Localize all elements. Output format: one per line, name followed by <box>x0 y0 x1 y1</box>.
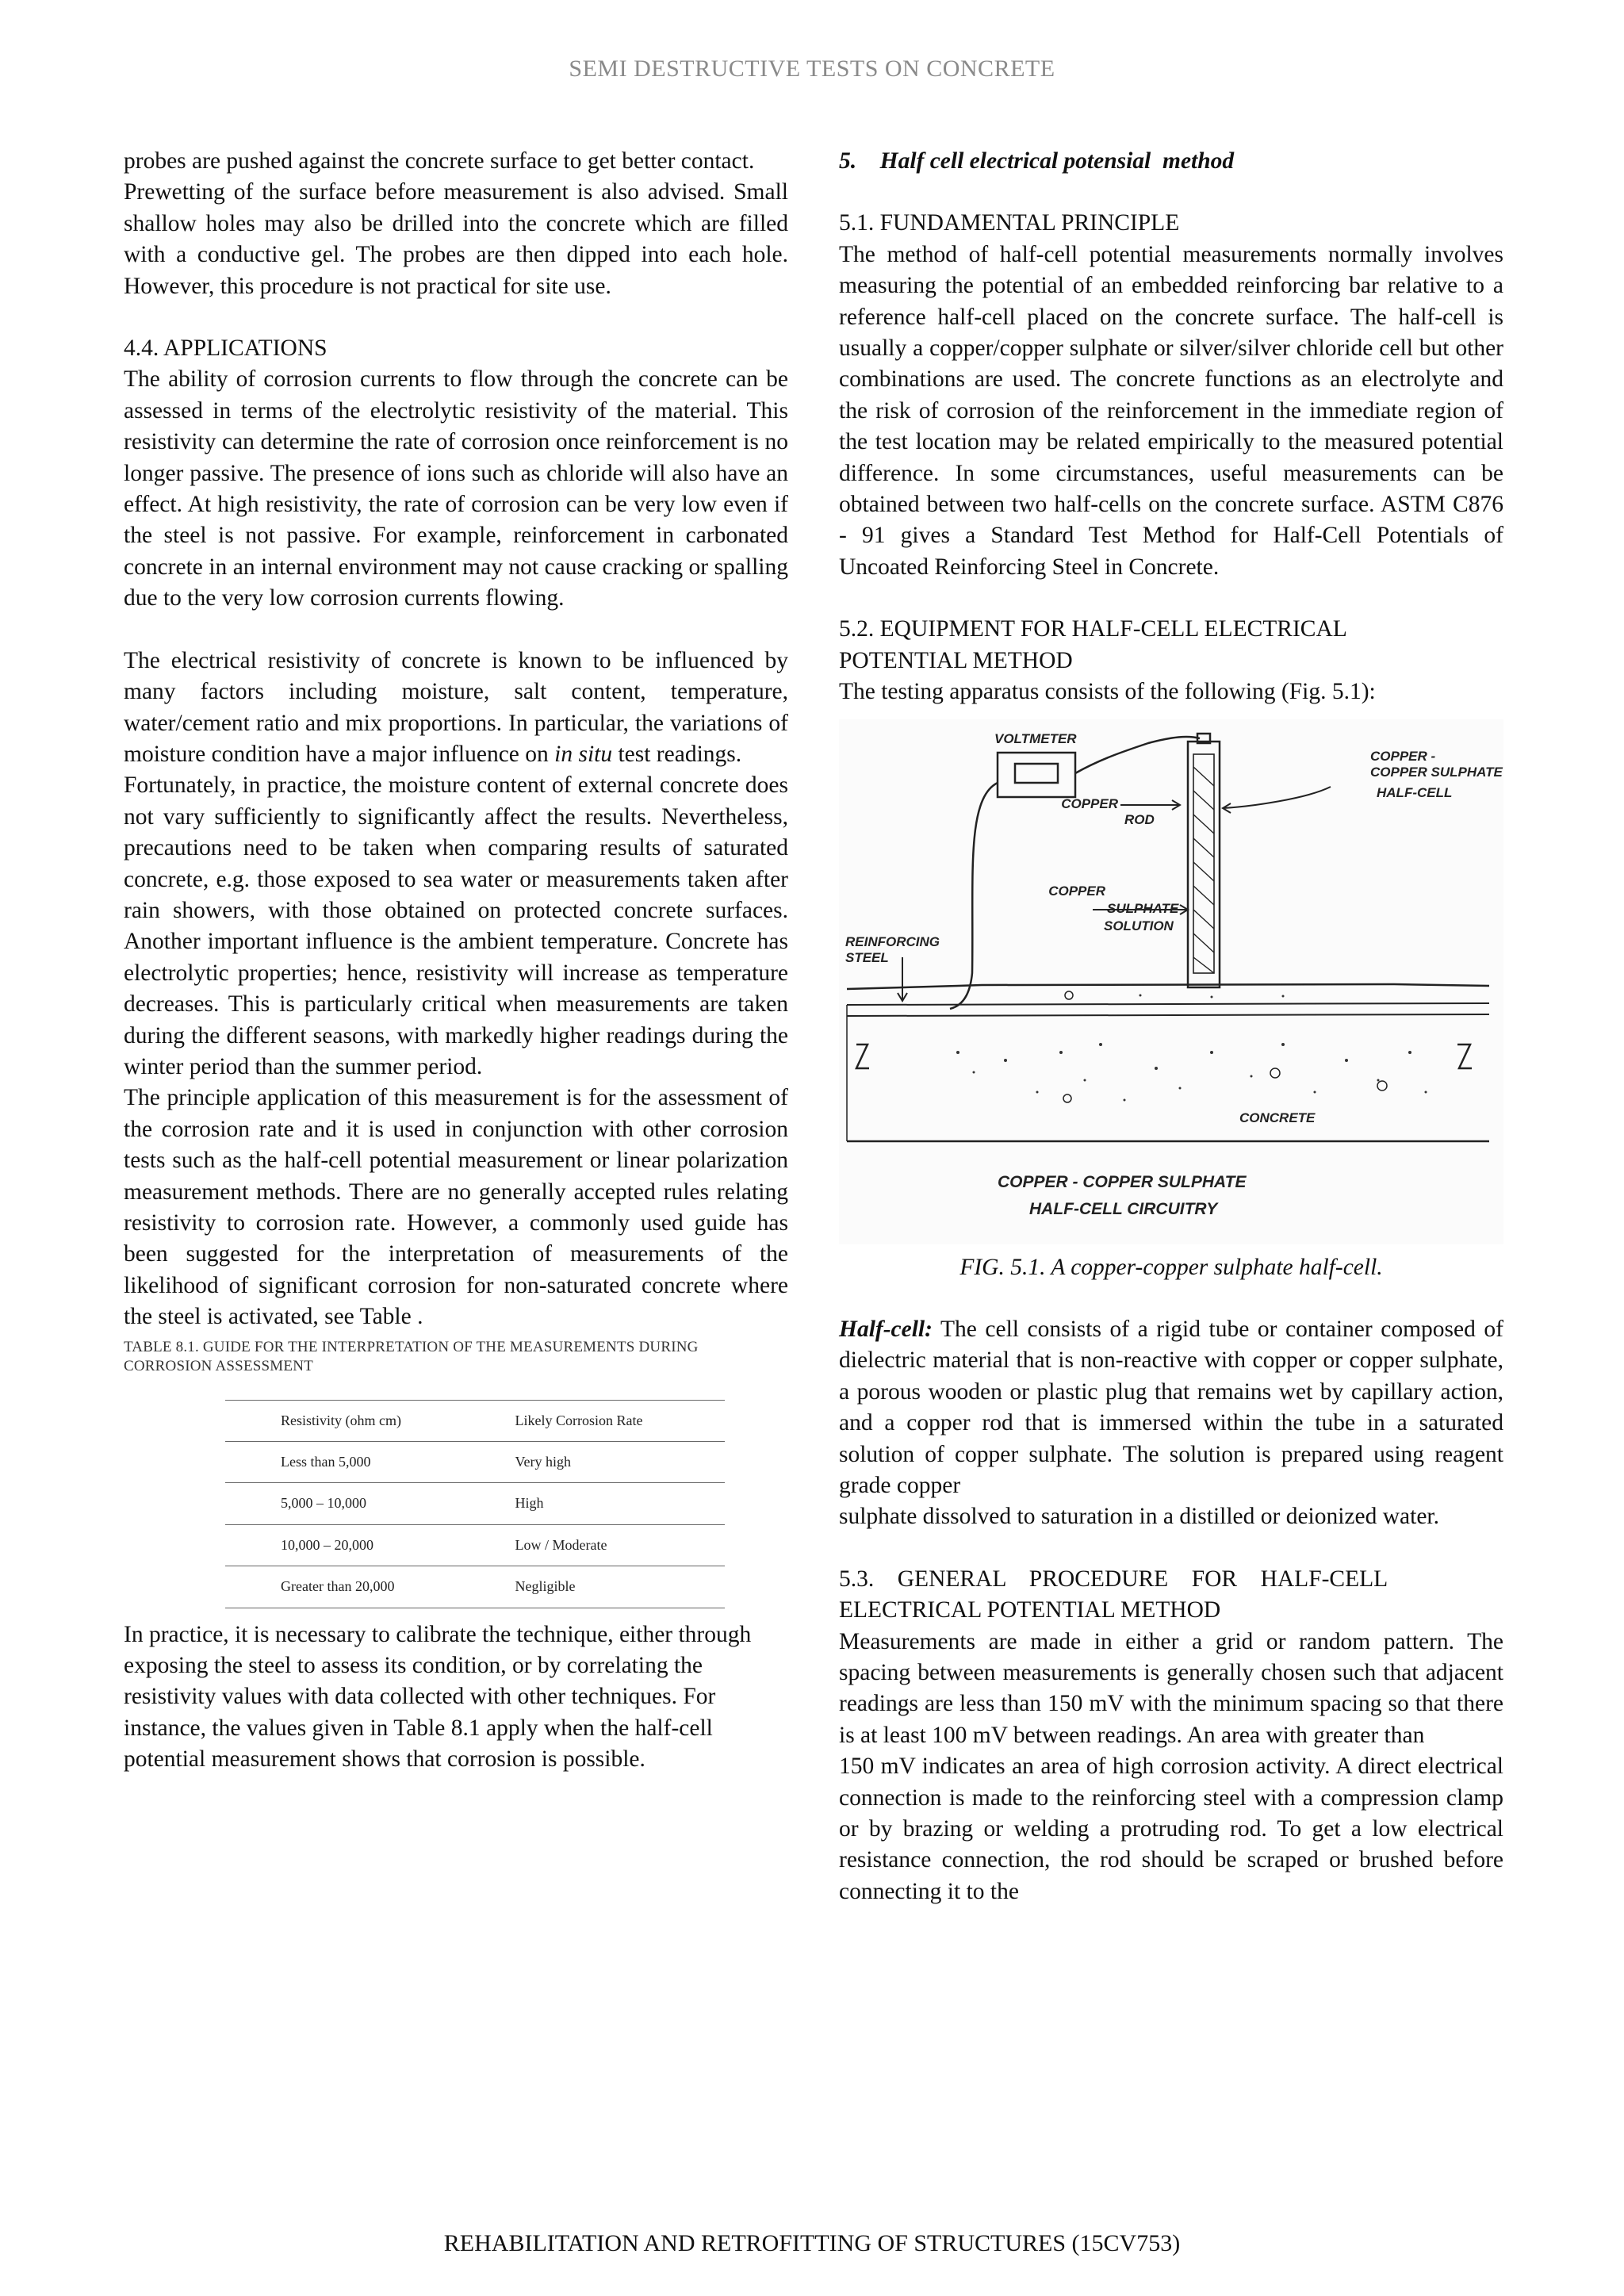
wire <box>1075 737 1200 773</box>
arrow <box>1120 800 1180 810</box>
reinforcing-steel-bottom <box>847 1014 1489 1016</box>
label-half-cell: HALF-CELL <box>1377 784 1453 800</box>
table-caption: TABLE 8.1. GUIDE FOR THE INTERPRETATION OF THE MEASUREMENTS DURING CORROSION ASSESSMENT <box>124 1338 699 1374</box>
label-reinforcing-steel: STEEL <box>845 949 889 965</box>
voltmeter-display <box>1015 764 1058 783</box>
section-heading-procedure: ELECTRICAL POTENTIAL METHOD <box>839 1597 1221 1623</box>
right-column <box>839 146 1503 1907</box>
section-heading-equipment: 5.2. EQUIPMENT FOR HALF-CELL ELECTRICAL <box>839 616 1347 642</box>
label-half-cell: COPPER SULPHATE <box>1370 764 1503 780</box>
table-cell: Less than 5,000 <box>225 1442 500 1483</box>
table-header-row <box>225 1400 725 1441</box>
paragraph: The method of half-cell potential measurements normally involves measuring the potential of an embedded reinforcing bar relative to a reference half-cell placed on the concrete surface. The half-cell is usually a copper/copper sulphate or silver/silver chloride cell but other combinations are used. The concrete functions as an electrolyte and the risk of corrosion of the reinforcement in the immediate region of the test location may be related empirically to the measured potential difference. In some circumstances, useful measurements can be obtained between two half-cells on the concrete surface. ASTM C876 - 91 gives a Standard Test Method for Half-Cell Potentials of Uncoated Reinforcing Steel in Concrete. <box>839 241 1503 580</box>
table-cell: Greater than 20,000 <box>225 1566 500 1608</box>
label-concrete: CONCRETE <box>1239 1110 1316 1125</box>
paragraph: Measurements are made in either a grid or random pattern. The spacing between measurements is generally chosen such that adjacent readings are less than 150 mV with the minimum spacing so that there is at least 100 mV between readings. An area with greater than <box>839 1628 1503 1748</box>
paragraph: The electrical resistivity of concrete is known to be influenced by many factors including moisture, salt content, temperature, water/cement ratio and mix proportions. In particular, the variations of moisture condition have a major influence on in situ test readings. <box>124 647 788 767</box>
table-cell: Very high <box>500 1442 725 1483</box>
figure-caption: FIG. 5.1. A copper-copper sulphate half-cell. <box>959 1254 1383 1280</box>
aggregate <box>1377 1081 1387 1091</box>
label-solution: SOLUTION <box>1104 918 1174 933</box>
aggregate <box>1270 1068 1280 1078</box>
section-heading-procedure: 5.3. GENERAL PROCEDURE FOR HALF-CELL <box>839 1566 1388 1592</box>
table-header: Likely Corrosion Rate <box>500 1400 725 1441</box>
table-cell: 10,000 – 20,000 <box>225 1524 500 1566</box>
table-row <box>225 1483 725 1524</box>
page-footer: REHABILITATION AND RETROFITTING OF STRUCTURES (15CV753) <box>443 2230 1181 2256</box>
half-cell-figure <box>839 719 1503 1244</box>
label-copper-rod: COPPER <box>1061 795 1118 811</box>
label-voltmeter: VOLTMETER <box>994 730 1077 746</box>
aggregate-dots <box>956 994 1427 1101</box>
label-copper-rod: ROD <box>1124 811 1155 827</box>
paragraph: Half-cell: The cell consists of a rigid tube or container composed of dielectric material that is non-reactive with copper or copper sulphate, a porous wooden or plastic plug that remains wet by capillary action, and a copper rod that is immersed within the tube in a saturated solution of copper sulphate. The solution is prepared using reagent grade copper <box>839 1316 1503 1498</box>
paragraph: probes are pushed against the concrete surface to get better contact. <box>124 148 755 174</box>
table-cell: 5,000 – 10,000 <box>225 1483 500 1524</box>
arrow <box>898 957 907 1001</box>
page-header: SEMI DESTRUCTIVE TESTS ON CONCRETE <box>569 56 1055 82</box>
paragraph: sulphate dissolved to saturation in a distilled or deionized water. <box>839 1504 1440 1530</box>
break-mark <box>856 1045 869 1068</box>
arrow <box>1223 787 1331 813</box>
section-heading-principle: 5.1. FUNDAMENTAL PRINCIPLE <box>839 210 1180 236</box>
table-row <box>225 1524 725 1566</box>
paragraph: Prewetting of the surface before measurement is also advised. Small shallow holes may also be drilled into the concrete which are filled with a conductive gel. The probes are then dipped into each hole. However, this procedure is not practical for site use. <box>124 179 788 299</box>
label-half-cell: COPPER - <box>1370 748 1436 764</box>
table-cell: Low / Moderate <box>500 1524 725 1566</box>
paragraph: 150 mV indicates an area of high corrosion activity. A direct electrical connection is made to the reinforcing steel with a compression clamp or by brazing or welding a protruding rod. To get a low electrical resistance connection, the rod should be scraped or brushed before connecting it to the <box>839 1754 1503 1904</box>
label-solution: COPPER <box>1048 883 1105 899</box>
paragraph: Fortunately, in practice, the moisture content of external concrete does not vary sufficiently to significantly affect the results. Nevertheless, precautions need to be taken when comparing results of saturated concrete, e.g. those exposed to sea water or measurements taken after rain showers, with those obtained on protected concrete surfaces. Another important influence is the ambient temperature. Concrete has electrolytic properties; hence, resistivity will increase as temperature decreases. This is particularly critical when measurements are taken during the different seasons, with markedly higher readings during the winter period than the summer period. <box>124 772 788 1079</box>
reinforcing-steel-top <box>847 1003 1489 1005</box>
table-cell: High <box>500 1483 725 1524</box>
section-title: 5. Half cell electrical potensial method <box>839 148 1235 174</box>
term-half-cell: Half-cell: <box>839 1316 933 1342</box>
emphasis: in situ <box>554 741 613 767</box>
paragraph: The ability of corrosion currents to flow through the concrete can be assessed in terms of the electrolytic resistivity of the material. This resistivity can determine the rate of corrosion once reinforcement is no longer passive. The presence of ions such as chloride will also have an effect. At high resistivity, the rate of corrosion can be very low even if the steel is not passive. For example, reinforcement in carbonated concrete in an internal environment may not cause cracking or spalling due to the very low corrosion currents flowing. <box>124 366 788 611</box>
paragraph: The principle application of this measurement is for the assessment of the corrosion rate and it is used in conjunction with other corrosion tests such as the half-cell potential measurement or linear polarization measurement methods. There are no generally accepted rules relating resistivity to corrosion rate. However, a commonly used guide has been suggested for the interpretation of measurements of the likelihood of significant corrosion for non-saturated concrete where the steel is activated, see Table . <box>124 1085 788 1330</box>
aggregate <box>1065 991 1073 999</box>
left-column <box>124 146 788 1776</box>
label-circuitry: HALF-CELL CIRCUITRY <box>1029 1199 1218 1218</box>
paragraph: The testing apparatus consists of the following (Fig. 5.1): <box>839 679 1376 705</box>
table-cell: Negligible <box>500 1566 725 1608</box>
copper-rod <box>1193 754 1214 973</box>
section-heading-applications: 4.4. APPLICATIONS <box>124 335 327 362</box>
voltmeter-box <box>998 753 1075 797</box>
resistivity-table <box>225 1400 725 1608</box>
label-circuitry: COPPER - COPPER SULPHATE <box>998 1172 1247 1191</box>
concrete-surface <box>847 984 1489 989</box>
wire <box>950 783 998 1009</box>
paragraph: In practice, it is necessary to calibrate the technique, either through exposing the steel to assess its condition, or by correlating the resistivity values with data collected with other techniques. For instance, the values given in Table 8.1 apply when the half-cell potential measurement shows that corrosion is possible. <box>124 1621 752 1773</box>
label-reinforcing-steel: REINFORCING <box>845 933 940 949</box>
half-cell-tube <box>1188 742 1220 987</box>
table-header: Resistivity (ohm cm) <box>225 1400 500 1441</box>
table-row <box>225 1566 725 1608</box>
table-row <box>225 1442 725 1483</box>
section-heading-equipment: POTENTIAL METHOD <box>839 647 1073 673</box>
aggregate <box>1063 1094 1071 1102</box>
half-cell-diagram <box>839 719 1503 1244</box>
label-solution: SULPHATE <box>1107 900 1179 916</box>
break-mark <box>1457 1045 1472 1068</box>
rod-hatching <box>1193 767 1214 973</box>
